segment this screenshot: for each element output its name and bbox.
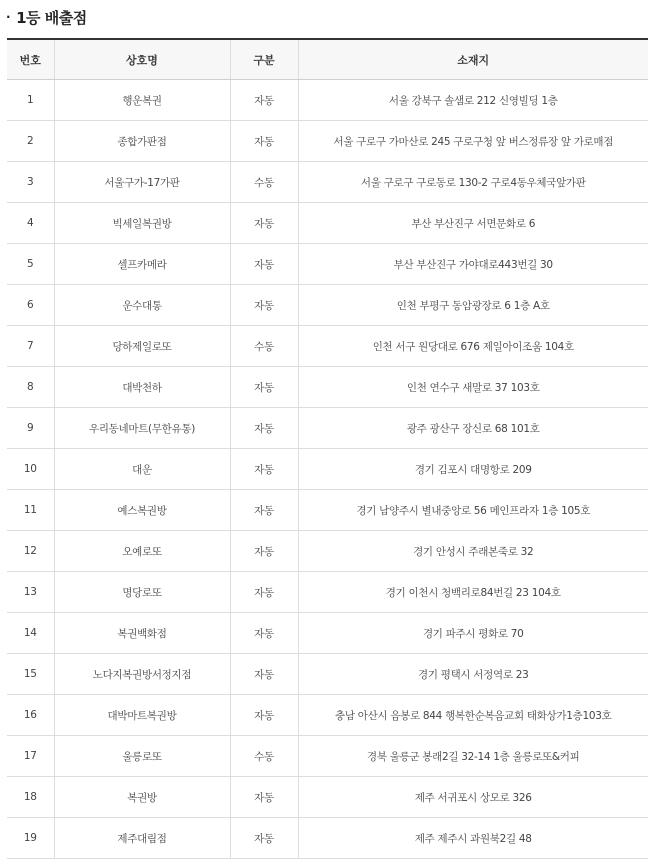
table-row <box>7 736 648 777</box>
cell-address: 부산 부산진구 서면문화로 6 <box>298 203 648 244</box>
header-name: 상호명 <box>54 39 230 80</box>
table-row <box>7 572 648 613</box>
section-title <box>6 2 87 32</box>
header-type: 구분 <box>230 39 298 80</box>
cell-address: 경기 남양주시 별내중앙로 56 메인프라자 1층 105호 <box>298 490 648 531</box>
cell-address: 경기 파주시 평화로 70 <box>298 613 648 654</box>
table-row <box>7 449 648 490</box>
cell-store-name: 노다지복권방서정지점 <box>54 654 230 695</box>
cell-store-name: 운수대통 <box>54 285 230 326</box>
cell-store-name: 셀프카메라 <box>54 244 230 285</box>
cell-no: 9 <box>7 408 54 449</box>
cell-store-name: 명당로또 <box>54 572 230 613</box>
cell-address: 인천 서구 원당대로 676 제일아이조움 104호 <box>298 326 648 367</box>
cell-type: 자동 <box>230 449 298 490</box>
cell-store-name: 당하제일로또 <box>54 326 230 367</box>
cell-type: 자동 <box>230 244 298 285</box>
cell-type: 자동 <box>230 121 298 162</box>
cell-store-name: 대운 <box>54 449 230 490</box>
table-row <box>7 531 648 572</box>
table-row <box>7 121 648 162</box>
cell-address: 인천 연수구 새말로 37 103호 <box>298 367 648 408</box>
section-title-text: 1등 배출점 <box>16 8 87 27</box>
cell-type: 자동 <box>230 777 298 818</box>
cell-type: 자동 <box>230 285 298 326</box>
table-row <box>7 285 648 326</box>
cell-address: 부산 부산진구 가야대로443번길 30 <box>298 244 648 285</box>
table-row <box>7 408 648 449</box>
cell-no: 3 <box>7 162 54 203</box>
winning-stores-table <box>7 38 648 859</box>
cell-no: 15 <box>7 654 54 695</box>
cell-store-name: 대박마트복권방 <box>54 695 230 736</box>
cell-store-name: 우리동네마트(무한유통) <box>54 408 230 449</box>
cell-type: 자동 <box>230 80 298 121</box>
cell-store-name: 복권방 <box>54 777 230 818</box>
table-row <box>7 490 648 531</box>
cell-type: 자동 <box>230 490 298 531</box>
cell-type: 수동 <box>230 326 298 367</box>
cell-no: 11 <box>7 490 54 531</box>
cell-no: 10 <box>7 449 54 490</box>
cell-no: 8 <box>7 367 54 408</box>
cell-address: 경기 김포시 대명항로 209 <box>298 449 648 490</box>
cell-address: 인천 부평구 동암광장로 6 1층 A호 <box>298 285 648 326</box>
table-row <box>7 613 648 654</box>
cell-store-name: 행운복권 <box>54 80 230 121</box>
cell-type: 자동 <box>230 654 298 695</box>
cell-type: 수동 <box>230 736 298 777</box>
cell-no: 5 <box>7 244 54 285</box>
cell-no: 4 <box>7 203 54 244</box>
cell-no: 12 <box>7 531 54 572</box>
cell-no: 17 <box>7 736 54 777</box>
cell-no: 14 <box>7 613 54 654</box>
table-row <box>7 326 648 367</box>
cell-address: 경기 안성시 주래본죽로 32 <box>298 531 648 572</box>
cell-type: 자동 <box>230 531 298 572</box>
table-row <box>7 244 648 285</box>
cell-type: 자동 <box>230 367 298 408</box>
cell-store-name: 울릉로또 <box>54 736 230 777</box>
bullet-icon: · <box>6 10 11 24</box>
cell-address: 서울 강북구 솔샘로 212 신영빌딩 1층 <box>298 80 648 121</box>
cell-store-name: 제주대림점 <box>54 818 230 859</box>
table-row <box>7 162 648 203</box>
cell-no: 18 <box>7 777 54 818</box>
cell-type: 자동 <box>230 695 298 736</box>
cell-no: 2 <box>7 121 54 162</box>
cell-type: 자동 <box>230 203 298 244</box>
table-row <box>7 654 648 695</box>
table-row <box>7 203 648 244</box>
cell-type: 자동 <box>230 572 298 613</box>
cell-store-name: 오예로또 <box>54 531 230 572</box>
table-row <box>7 695 648 736</box>
cell-address: 충남 아산시 음봉로 844 행복한순복음교회 태화상가1층103호 <box>298 695 648 736</box>
header-address: 소재지 <box>298 39 648 80</box>
cell-address: 경기 평택시 서정역로 23 <box>298 654 648 695</box>
cell-type: 수동 <box>230 162 298 203</box>
cell-address: 제주 서귀포시 상모로 326 <box>298 777 648 818</box>
table-header-row <box>7 39 648 80</box>
cell-store-name: 복권백화점 <box>54 613 230 654</box>
cell-store-name: 서울구가-17가판 <box>54 162 230 203</box>
cell-store-name: 빅세일복권방 <box>54 203 230 244</box>
table-row <box>7 777 648 818</box>
table-row <box>7 818 648 859</box>
cell-no: 6 <box>7 285 54 326</box>
cell-no: 19 <box>7 818 54 859</box>
cell-no: 13 <box>7 572 54 613</box>
cell-no: 7 <box>7 326 54 367</box>
cell-store-name: 종합가판점 <box>54 121 230 162</box>
cell-address: 서울 구로구 구로동로 130-2 구로4동우체국앞가판 <box>298 162 648 203</box>
cell-no: 1 <box>7 80 54 121</box>
cell-store-name: 예스복권방 <box>54 490 230 531</box>
cell-address: 경북 울릉군 봉래2길 32-14 1층 울릉로또&커피 <box>298 736 648 777</box>
header-no: 번호 <box>7 39 54 80</box>
cell-address: 광주 광산구 장신로 68 101호 <box>298 408 648 449</box>
cell-type: 자동 <box>230 408 298 449</box>
cell-store-name: 대박천하 <box>54 367 230 408</box>
cell-type: 자동 <box>230 613 298 654</box>
cell-address: 서울 구로구 가마산로 245 구로구청 앞 버스정류장 앞 가로매점 <box>298 121 648 162</box>
table-row <box>7 80 648 121</box>
cell-no: 16 <box>7 695 54 736</box>
cell-address: 경기 이천시 청백리로84번길 23 104호 <box>298 572 648 613</box>
table-row <box>7 367 648 408</box>
cell-type: 자동 <box>230 818 298 859</box>
cell-address: 제주 제주시 과원북2길 48 <box>298 818 648 859</box>
